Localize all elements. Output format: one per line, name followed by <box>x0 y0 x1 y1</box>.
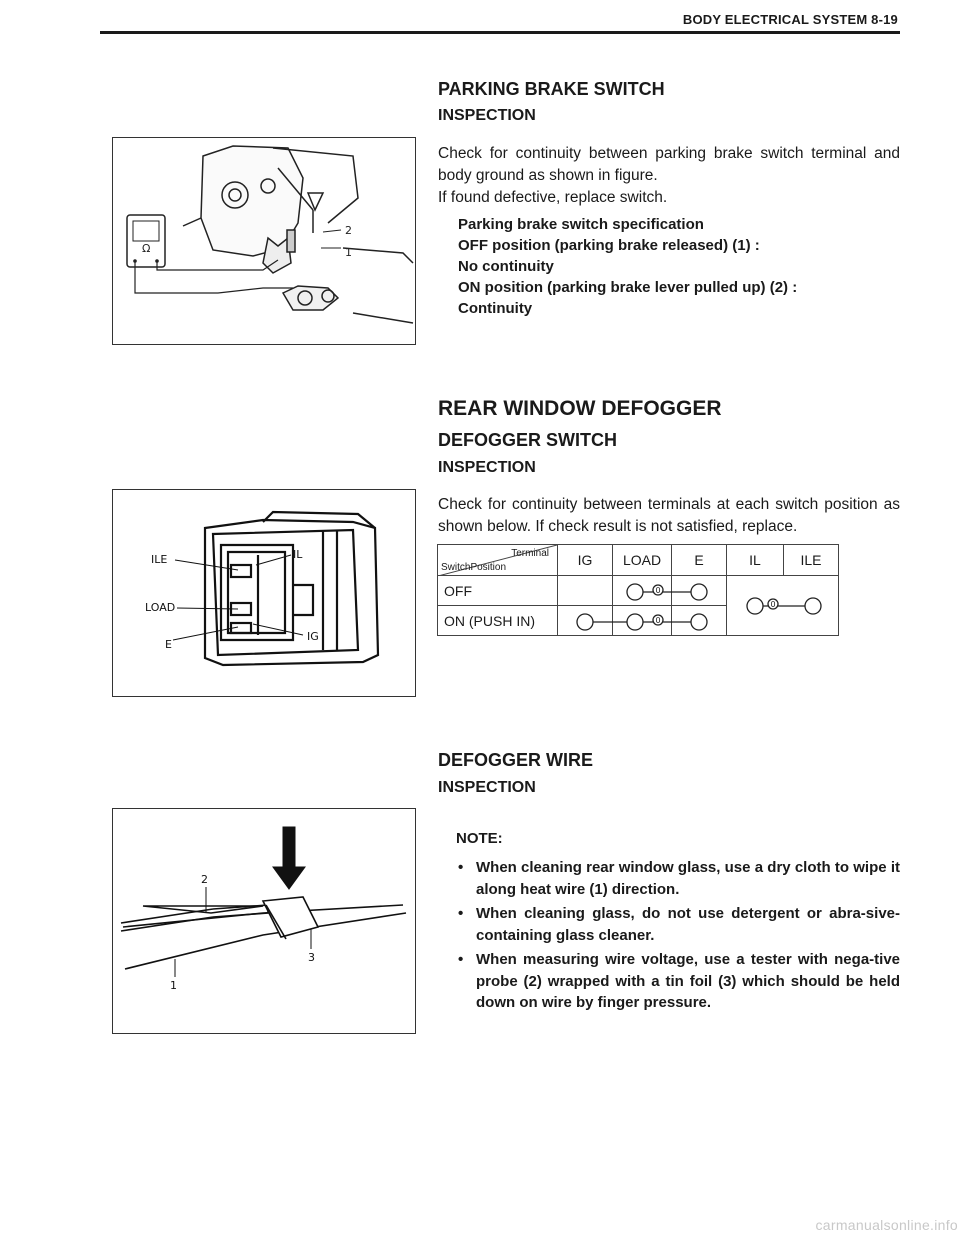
callout-1: 1 <box>345 246 352 259</box>
parking-brake-illustration <box>113 138 415 344</box>
defogger-switch-figure <box>112 489 416 697</box>
continuity-node <box>577 614 593 630</box>
section-title-rear-window-defogger: REAR WINDOW DEFOGGER <box>438 397 722 420</box>
column-header: IG <box>558 545 613 576</box>
callout-3: 3 <box>308 951 315 964</box>
parking-paragraph <box>438 143 900 209</box>
defogger-paragraph: Check for continuity between terminals at each switch position as shown below. If check result is not satisfied, replace. <box>438 496 900 535</box>
parking-paragraph-line1: Check for continuity between parking brake switch terminal and body ground as shown in figure. <box>438 145 900 184</box>
note-list <box>456 857 900 1014</box>
continuity-node <box>691 614 707 630</box>
spec-line: No continuity <box>458 258 554 275</box>
callout-1: 1 <box>170 979 177 992</box>
resistor-value: 0 <box>770 600 776 609</box>
resistor-value: 0 <box>655 616 661 625</box>
defogger-wire-figure <box>112 808 416 1034</box>
column-header: LOAD <box>613 545 672 576</box>
note-block <box>456 830 900 1017</box>
list-item: • When measuring wire voltage, use a tester with nega-tive probe (2) wrapped with a tin foil (3) which should be held down on wire by finger pressure. <box>456 949 900 1014</box>
spec-line: Parking brake switch specification <box>458 216 704 233</box>
header-rule <box>100 31 900 34</box>
parking-inspection-heading: INSPECTION <box>438 107 536 124</box>
label-e: E <box>165 638 172 651</box>
spec-line: Continuity <box>458 300 533 317</box>
note-label: NOTE: <box>456 830 503 847</box>
page-header-title: BODY ELECTRICAL SYSTEM 8-19 <box>682 12 898 27</box>
defogger-inspection-heading: INSPECTION <box>438 459 536 476</box>
label-load: LOAD <box>145 601 176 614</box>
column-header: E <box>672 545 727 576</box>
column-header: ILE <box>784 545 839 576</box>
continuity-node <box>805 598 821 614</box>
corner-label-switch-position: SwitchPosition <box>441 562 507 573</box>
list-item: • When cleaning glass, do not use detergent or abra-sive-containing glass cleaner. <box>456 903 900 946</box>
defogger-wire-illustration <box>113 809 415 1033</box>
wire-inspection-heading: INSPECTION <box>438 779 536 796</box>
resistor-value: 0 <box>655 586 661 595</box>
section-title-parking-brake-switch: PARKING BRAKE SWITCH <box>438 79 665 99</box>
callout-2: 2 <box>201 873 208 886</box>
downward-pressure-arrow-icon <box>273 827 305 889</box>
label-ig: IG <box>307 630 319 643</box>
corner-label-terminal: Terminal <box>511 548 549 559</box>
continuity-node <box>747 598 763 614</box>
parking-spec-block <box>458 214 797 319</box>
row-label-on-push-in: ON (PUSH IN) <box>438 606 558 636</box>
defogger-switch-heading: DEFOGGER SWITCH <box>438 430 617 450</box>
ohm-symbol: Ω <box>142 242 151 255</box>
section-title-defogger-wire: DEFOGGER WIRE <box>438 750 594 770</box>
continuity-node <box>691 584 707 600</box>
continuity-node <box>627 584 643 600</box>
watermark: carmanualsonline.info <box>815 1217 958 1233</box>
column-header: IL <box>727 545 784 576</box>
label-il: IL <box>293 548 303 561</box>
defogger-switch-illustration <box>113 490 415 696</box>
parking-paragraph-line2: If found defective, replace switch. <box>438 189 668 206</box>
parking-brake-figure <box>112 137 416 345</box>
spec-line: OFF position (parking brake released) (1) : <box>458 237 760 254</box>
callout-2: 2 <box>345 224 352 237</box>
list-item: • When cleaning rear window glass, use a dry cloth to wipe it along heat wire (1) direction. <box>456 857 900 900</box>
row-label-off: OFF <box>438 576 558 606</box>
label-ile: ILE <box>151 553 168 566</box>
continuity-node <box>627 614 643 630</box>
spec-line: ON position (parking brake lever pulled up) (2) : <box>458 279 798 296</box>
continuity-symbols <box>437 544 837 640</box>
